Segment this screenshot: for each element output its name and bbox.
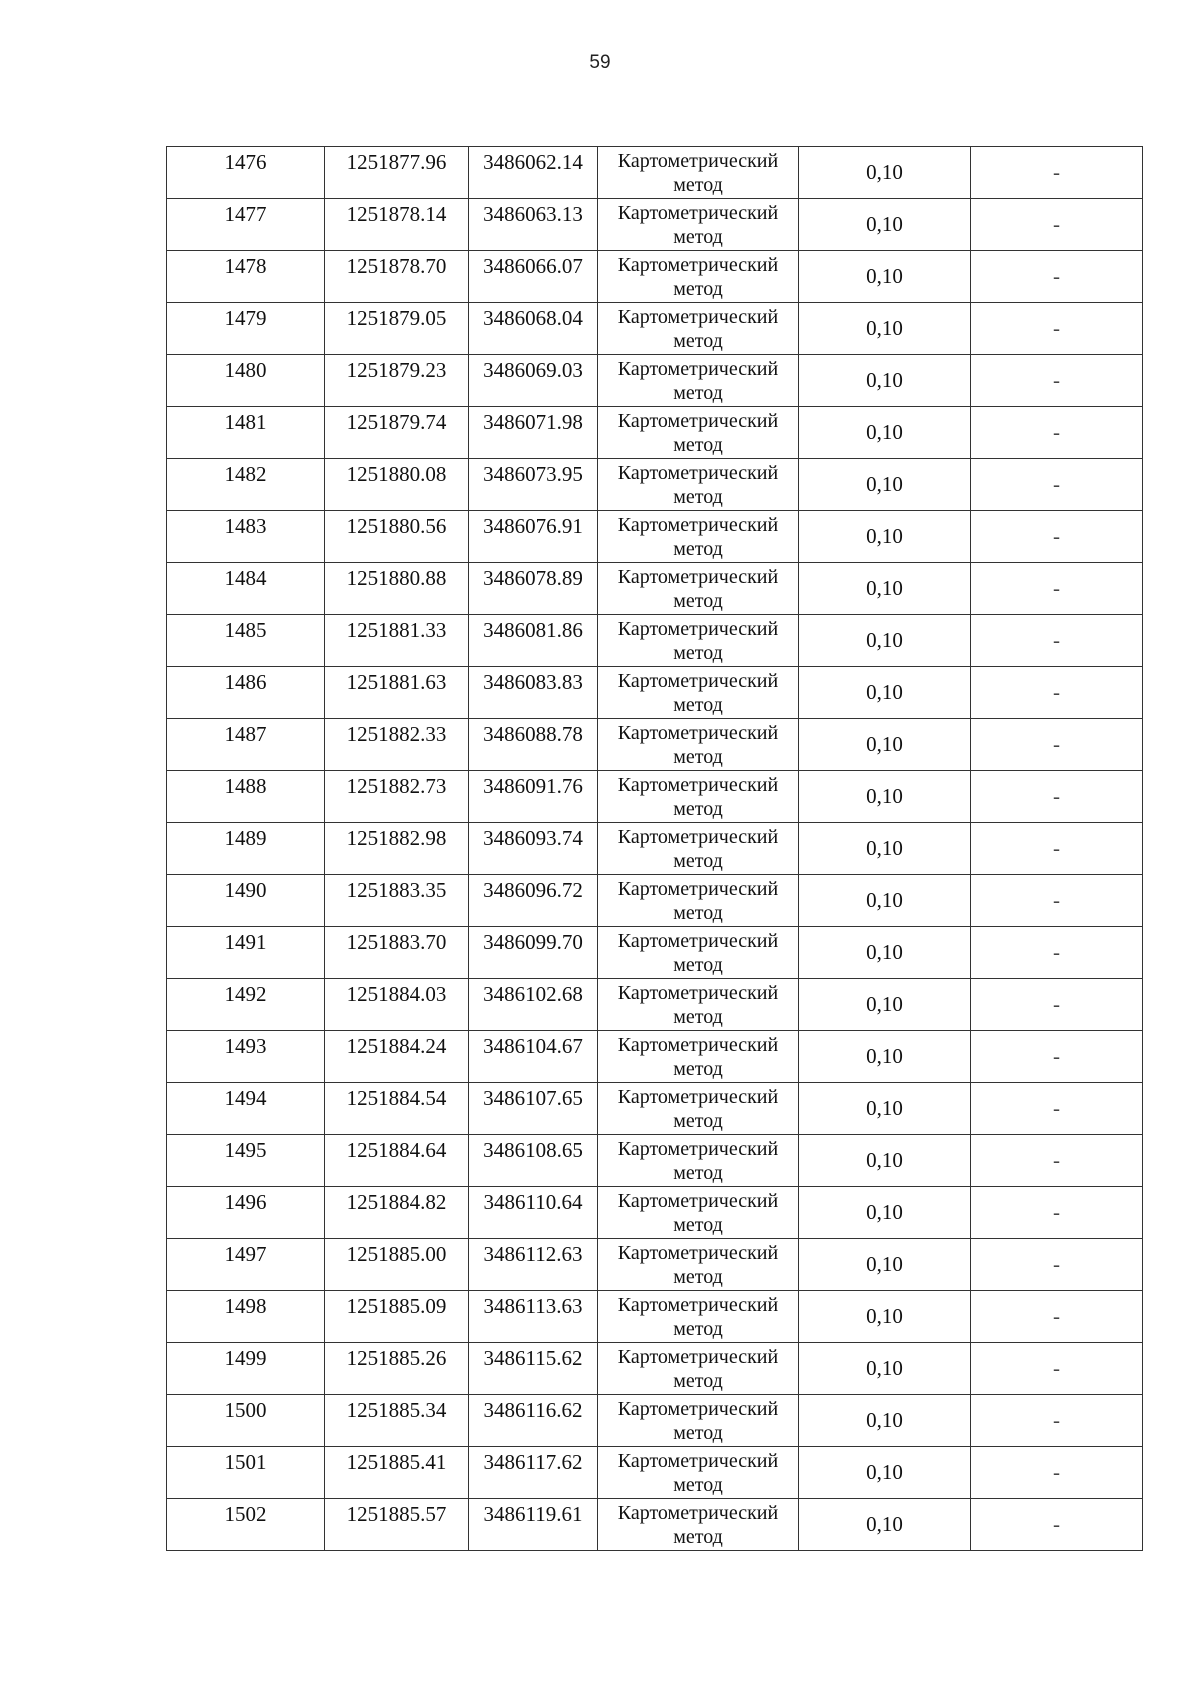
y-coordinate-cell: 3486119.61 bbox=[469, 1499, 598, 1551]
y-coordinate-cell: 3486093.74 bbox=[469, 823, 598, 875]
method-cell bbox=[598, 927, 799, 979]
x-coordinate-cell: 1251884.64 bbox=[325, 1135, 469, 1187]
table-row bbox=[167, 1187, 1143, 1239]
table-row bbox=[167, 719, 1143, 771]
accuracy-cell: 0,10 bbox=[799, 199, 971, 251]
table-row bbox=[167, 771, 1143, 823]
method-line-2: метод bbox=[673, 902, 723, 924]
method-line-2: метод bbox=[673, 798, 723, 820]
x-coordinate-cell: 1251883.70 bbox=[325, 927, 469, 979]
y-coordinate-cell: 3486088.78 bbox=[469, 719, 598, 771]
method-line-1: Картометрический bbox=[617, 826, 779, 848]
x-coordinate-cell: 1251880.56 bbox=[325, 511, 469, 563]
method-cell bbox=[598, 771, 799, 823]
point-number-cell: 1484 bbox=[167, 563, 325, 615]
table-row bbox=[167, 615, 1143, 667]
note-cell: - bbox=[971, 1499, 1143, 1551]
point-number-cell: 1502 bbox=[167, 1499, 325, 1551]
accuracy-cell: 0,10 bbox=[799, 407, 971, 459]
method-line-1: Картометрический bbox=[617, 410, 779, 432]
note-cell: - bbox=[971, 1447, 1143, 1499]
point-number-cell: 1477 bbox=[167, 199, 325, 251]
note-cell: - bbox=[971, 823, 1143, 875]
point-number-cell: 1494 bbox=[167, 1083, 325, 1135]
table-row bbox=[167, 1239, 1143, 1291]
y-coordinate-cell: 3486076.91 bbox=[469, 511, 598, 563]
y-coordinate-cell: 3486068.04 bbox=[469, 303, 598, 355]
method-line-2: метод bbox=[673, 1474, 723, 1496]
method-line-2: метод bbox=[673, 226, 723, 248]
note-cell: - bbox=[971, 1291, 1143, 1343]
method-line-2: метод bbox=[673, 538, 723, 560]
method-line-1: Картометрический bbox=[617, 514, 779, 536]
point-number-cell: 1483 bbox=[167, 511, 325, 563]
y-coordinate-cell: 3486112.63 bbox=[469, 1239, 598, 1291]
table-row bbox=[167, 927, 1143, 979]
table-row bbox=[167, 563, 1143, 615]
point-number-cell: 1480 bbox=[167, 355, 325, 407]
method-cell bbox=[598, 1447, 799, 1499]
note-cell: - bbox=[971, 927, 1143, 979]
method-cell bbox=[598, 1083, 799, 1135]
note-cell: - bbox=[971, 771, 1143, 823]
method-cell bbox=[598, 1187, 799, 1239]
note-cell: - bbox=[971, 875, 1143, 927]
method-line-1: Картометрический bbox=[617, 670, 779, 692]
method-cell bbox=[598, 615, 799, 667]
table-row bbox=[167, 875, 1143, 927]
accuracy-cell: 0,10 bbox=[799, 1395, 971, 1447]
method-line-2: метод bbox=[673, 382, 723, 404]
note-cell: - bbox=[971, 511, 1143, 563]
note-cell: - bbox=[971, 147, 1143, 199]
x-coordinate-cell: 1251884.54 bbox=[325, 1083, 469, 1135]
point-number-cell: 1482 bbox=[167, 459, 325, 511]
point-number-cell: 1499 bbox=[167, 1343, 325, 1395]
method-line-1: Картометрический bbox=[617, 202, 779, 224]
note-cell: - bbox=[971, 979, 1143, 1031]
accuracy-cell: 0,10 bbox=[799, 667, 971, 719]
method-line-1: Картометрический bbox=[617, 722, 779, 744]
accuracy-cell: 0,10 bbox=[799, 1083, 971, 1135]
method-line-1: Картометрический bbox=[617, 1190, 779, 1212]
y-coordinate-cell: 3486073.95 bbox=[469, 459, 598, 511]
x-coordinate-cell: 1251885.09 bbox=[325, 1291, 469, 1343]
x-coordinate-cell: 1251884.24 bbox=[325, 1031, 469, 1083]
table-row bbox=[167, 667, 1143, 719]
note-cell: - bbox=[971, 251, 1143, 303]
method-line-1: Картометрический bbox=[617, 254, 779, 276]
method-cell bbox=[598, 979, 799, 1031]
method-line-1: Картометрический bbox=[617, 1294, 779, 1316]
point-number-cell: 1476 bbox=[167, 147, 325, 199]
coordinates-table bbox=[166, 146, 1143, 1551]
x-coordinate-cell: 1251884.03 bbox=[325, 979, 469, 1031]
x-coordinate-cell: 1251884.82 bbox=[325, 1187, 469, 1239]
method-line-1: Картометрический bbox=[617, 1138, 779, 1160]
accuracy-cell: 0,10 bbox=[799, 511, 971, 563]
table-row bbox=[167, 979, 1143, 1031]
method-line-2: метод bbox=[673, 1370, 723, 1392]
table-row bbox=[167, 147, 1143, 199]
table-row bbox=[167, 1395, 1143, 1447]
table-row bbox=[167, 355, 1143, 407]
table-row bbox=[167, 1343, 1143, 1395]
y-coordinate-cell: 3486108.65 bbox=[469, 1135, 598, 1187]
accuracy-cell: 0,10 bbox=[799, 1239, 971, 1291]
accuracy-cell: 0,10 bbox=[799, 927, 971, 979]
point-number-cell: 1501 bbox=[167, 1447, 325, 1499]
y-coordinate-cell: 3486104.67 bbox=[469, 1031, 598, 1083]
method-line-2: метод bbox=[673, 1318, 723, 1340]
method-line-2: метод bbox=[673, 330, 723, 352]
point-number-cell: 1500 bbox=[167, 1395, 325, 1447]
note-cell: - bbox=[971, 1239, 1143, 1291]
page-number: 59 bbox=[589, 52, 611, 73]
x-coordinate-cell: 1251882.33 bbox=[325, 719, 469, 771]
accuracy-cell: 0,10 bbox=[799, 563, 971, 615]
x-coordinate-cell: 1251879.23 bbox=[325, 355, 469, 407]
y-coordinate-cell: 3486110.64 bbox=[469, 1187, 598, 1239]
note-cell: - bbox=[971, 1135, 1143, 1187]
point-number-cell: 1479 bbox=[167, 303, 325, 355]
y-coordinate-cell: 3486117.62 bbox=[469, 1447, 598, 1499]
point-number-cell: 1488 bbox=[167, 771, 325, 823]
note-cell: - bbox=[971, 1187, 1143, 1239]
x-coordinate-cell: 1251878.70 bbox=[325, 251, 469, 303]
accuracy-cell: 0,10 bbox=[799, 251, 971, 303]
x-coordinate-cell: 1251881.33 bbox=[325, 615, 469, 667]
accuracy-cell: 0,10 bbox=[799, 1343, 971, 1395]
note-cell: - bbox=[971, 563, 1143, 615]
method-line-1: Картометрический bbox=[617, 930, 779, 952]
method-cell bbox=[598, 147, 799, 199]
method-cell bbox=[598, 1239, 799, 1291]
point-number-cell: 1481 bbox=[167, 407, 325, 459]
table-row bbox=[167, 303, 1143, 355]
accuracy-cell: 0,10 bbox=[799, 303, 971, 355]
method-line-2: метод bbox=[673, 1422, 723, 1444]
accuracy-cell: 0,10 bbox=[799, 355, 971, 407]
table-body bbox=[167, 147, 1143, 1551]
method-line-1: Картометрический bbox=[617, 1398, 779, 1420]
method-cell bbox=[598, 407, 799, 459]
point-number-cell: 1495 bbox=[167, 1135, 325, 1187]
accuracy-cell: 0,10 bbox=[799, 1031, 971, 1083]
y-coordinate-cell: 3486069.03 bbox=[469, 355, 598, 407]
point-number-cell: 1490 bbox=[167, 875, 325, 927]
x-coordinate-cell: 1251885.00 bbox=[325, 1239, 469, 1291]
method-cell bbox=[598, 1395, 799, 1447]
note-cell: - bbox=[971, 199, 1143, 251]
method-line-2: метод bbox=[673, 746, 723, 768]
note-cell: - bbox=[971, 1343, 1143, 1395]
point-number-cell: 1493 bbox=[167, 1031, 325, 1083]
x-coordinate-cell: 1251885.34 bbox=[325, 1395, 469, 1447]
accuracy-cell: 0,10 bbox=[799, 771, 971, 823]
point-number-cell: 1485 bbox=[167, 615, 325, 667]
table-row bbox=[167, 1031, 1143, 1083]
method-line-1: Картометрический bbox=[617, 1242, 779, 1264]
point-number-cell: 1497 bbox=[167, 1239, 325, 1291]
note-cell: - bbox=[971, 667, 1143, 719]
note-cell: - bbox=[971, 459, 1143, 511]
accuracy-cell: 0,10 bbox=[799, 823, 971, 875]
point-number-cell: 1478 bbox=[167, 251, 325, 303]
y-coordinate-cell: 3486107.65 bbox=[469, 1083, 598, 1135]
note-cell: - bbox=[971, 355, 1143, 407]
method-cell bbox=[598, 1291, 799, 1343]
x-coordinate-cell: 1251877.96 bbox=[325, 147, 469, 199]
method-line-1: Картометрический bbox=[617, 982, 779, 1004]
y-coordinate-cell: 3486062.14 bbox=[469, 147, 598, 199]
method-line-2: метод bbox=[673, 590, 723, 612]
method-cell bbox=[598, 1135, 799, 1187]
method-line-1: Картометрический bbox=[617, 462, 779, 484]
y-coordinate-cell: 3486083.83 bbox=[469, 667, 598, 719]
point-number-cell: 1486 bbox=[167, 667, 325, 719]
accuracy-cell: 0,10 bbox=[799, 719, 971, 771]
point-number-cell: 1492 bbox=[167, 979, 325, 1031]
method-line-2: метод bbox=[673, 1266, 723, 1288]
method-line-2: метод bbox=[673, 642, 723, 664]
y-coordinate-cell: 3486115.62 bbox=[469, 1343, 598, 1395]
method-line-1: Картометрический bbox=[617, 306, 779, 328]
accuracy-cell: 0,10 bbox=[799, 1291, 971, 1343]
method-cell bbox=[598, 719, 799, 771]
method-cell bbox=[598, 199, 799, 251]
method-line-1: Картометрический bbox=[617, 150, 779, 172]
x-coordinate-cell: 1251885.57 bbox=[325, 1499, 469, 1551]
method-line-2: метод bbox=[673, 1162, 723, 1184]
y-coordinate-cell: 3486071.98 bbox=[469, 407, 598, 459]
x-coordinate-cell: 1251881.63 bbox=[325, 667, 469, 719]
method-line-2: метод bbox=[673, 434, 723, 456]
x-coordinate-cell: 1251882.98 bbox=[325, 823, 469, 875]
note-cell: - bbox=[971, 719, 1143, 771]
method-line-1: Картометрический bbox=[617, 774, 779, 796]
y-coordinate-cell: 3486078.89 bbox=[469, 563, 598, 615]
note-cell: - bbox=[971, 407, 1143, 459]
point-number-cell: 1491 bbox=[167, 927, 325, 979]
method-cell bbox=[598, 875, 799, 927]
method-cell bbox=[598, 251, 799, 303]
x-coordinate-cell: 1251880.08 bbox=[325, 459, 469, 511]
y-coordinate-cell: 3486066.07 bbox=[469, 251, 598, 303]
method-line-1: Картометрический bbox=[617, 1086, 779, 1108]
x-coordinate-cell: 1251885.41 bbox=[325, 1447, 469, 1499]
y-coordinate-cell: 3486116.62 bbox=[469, 1395, 598, 1447]
method-line-1: Картометрический bbox=[617, 1450, 779, 1472]
note-cell: - bbox=[971, 615, 1143, 667]
table-row bbox=[167, 1291, 1143, 1343]
x-coordinate-cell: 1251883.35 bbox=[325, 875, 469, 927]
accuracy-cell: 0,10 bbox=[799, 1499, 971, 1551]
point-number-cell: 1489 bbox=[167, 823, 325, 875]
point-number-cell: 1496 bbox=[167, 1187, 325, 1239]
method-cell bbox=[598, 823, 799, 875]
accuracy-cell: 0,10 bbox=[799, 147, 971, 199]
method-cell bbox=[598, 303, 799, 355]
method-line-1: Картометрический bbox=[617, 878, 779, 900]
method-line-2: метод bbox=[673, 278, 723, 300]
method-cell bbox=[598, 563, 799, 615]
table-row bbox=[167, 1499, 1143, 1551]
method-line-1: Картометрический bbox=[617, 1034, 779, 1056]
method-line-1: Картометрический bbox=[617, 618, 779, 640]
accuracy-cell: 0,10 bbox=[799, 615, 971, 667]
table-row bbox=[167, 407, 1143, 459]
method-line-1: Картометрический bbox=[617, 566, 779, 588]
accuracy-cell: 0,10 bbox=[799, 875, 971, 927]
method-line-1: Картометрический bbox=[617, 1346, 779, 1368]
table-row bbox=[167, 251, 1143, 303]
note-cell: - bbox=[971, 1031, 1143, 1083]
method-cell bbox=[598, 1499, 799, 1551]
method-cell bbox=[598, 355, 799, 407]
x-coordinate-cell: 1251878.14 bbox=[325, 199, 469, 251]
method-line-2: метод bbox=[673, 1214, 723, 1236]
point-number-cell: 1487 bbox=[167, 719, 325, 771]
accuracy-cell: 0,10 bbox=[799, 979, 971, 1031]
accuracy-cell: 0,10 bbox=[799, 1447, 971, 1499]
x-coordinate-cell: 1251880.88 bbox=[325, 563, 469, 615]
x-coordinate-cell: 1251882.73 bbox=[325, 771, 469, 823]
table-row bbox=[167, 511, 1143, 563]
method-cell bbox=[598, 511, 799, 563]
method-line-1: Картометрический bbox=[617, 358, 779, 380]
y-coordinate-cell: 3486091.76 bbox=[469, 771, 598, 823]
y-coordinate-cell: 3486099.70 bbox=[469, 927, 598, 979]
note-cell: - bbox=[971, 303, 1143, 355]
method-line-2: метод bbox=[673, 694, 723, 716]
method-line-1: Картометрический bbox=[617, 1502, 779, 1524]
method-line-2: метод bbox=[673, 954, 723, 976]
y-coordinate-cell: 3486113.63 bbox=[469, 1291, 598, 1343]
note-cell: - bbox=[971, 1083, 1143, 1135]
x-coordinate-cell: 1251879.05 bbox=[325, 303, 469, 355]
table-row bbox=[167, 1447, 1143, 1499]
method-line-2: метод bbox=[673, 486, 723, 508]
y-coordinate-cell: 3486096.72 bbox=[469, 875, 598, 927]
note-cell: - bbox=[971, 1395, 1143, 1447]
method-line-2: метод bbox=[673, 1006, 723, 1028]
y-coordinate-cell: 3486063.13 bbox=[469, 199, 598, 251]
method-cell bbox=[598, 667, 799, 719]
point-number-cell: 1498 bbox=[167, 1291, 325, 1343]
method-cell bbox=[598, 459, 799, 511]
accuracy-cell: 0,10 bbox=[799, 459, 971, 511]
y-coordinate-cell: 3486081.86 bbox=[469, 615, 598, 667]
table-row bbox=[167, 459, 1143, 511]
table-row bbox=[167, 823, 1143, 875]
y-coordinate-cell: 3486102.68 bbox=[469, 979, 598, 1031]
table-row bbox=[167, 199, 1143, 251]
method-line-2: метод bbox=[673, 174, 723, 196]
accuracy-cell: 0,10 bbox=[799, 1135, 971, 1187]
x-coordinate-cell: 1251879.74 bbox=[325, 407, 469, 459]
method-line-2: метод bbox=[673, 1058, 723, 1080]
method-line-2: метод bbox=[673, 1526, 723, 1548]
method-cell bbox=[598, 1031, 799, 1083]
table-row bbox=[167, 1083, 1143, 1135]
method-line-2: метод bbox=[673, 1110, 723, 1132]
table-row bbox=[167, 1135, 1143, 1187]
x-coordinate-cell: 1251885.26 bbox=[325, 1343, 469, 1395]
accuracy-cell: 0,10 bbox=[799, 1187, 971, 1239]
method-line-2: метод bbox=[673, 850, 723, 872]
method-cell bbox=[598, 1343, 799, 1395]
